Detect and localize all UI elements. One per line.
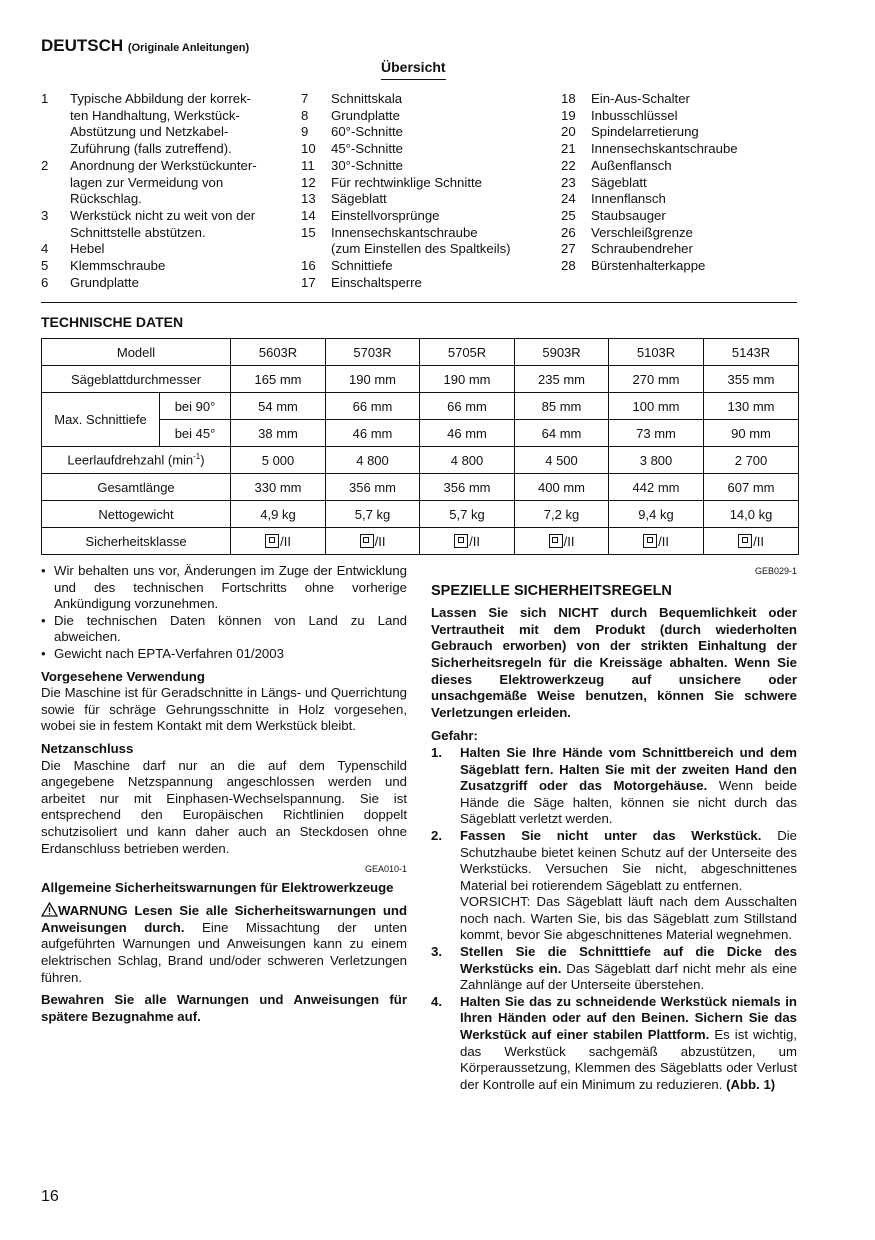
class-value: /II: [280, 533, 291, 549]
divider: [41, 302, 797, 303]
table-cell: 54 mm: [231, 393, 326, 420]
left-column: [41, 563, 407, 1025]
cut90-label: bei 90°: [160, 393, 231, 420]
table-cell: 2 700: [704, 447, 799, 474]
item-bold: Halten Sie Ihre Hände vom Schnittbereich und dem Sägeblatt fern. Halten Sie mit der zweiten Hand den Zusatzgriff oder das Motorgehäuse.: [460, 744, 797, 794]
table-cell: 38 mm: [231, 420, 326, 447]
item-number: 11: [301, 157, 315, 173]
specs-table: [41, 338, 799, 555]
table-cell: 4 800: [326, 447, 420, 474]
item-text: Innensechskantschraube: [591, 141, 738, 157]
table-cell: 4 500: [515, 447, 609, 474]
item-number: 6: [41, 274, 49, 290]
list-item: [301, 258, 551, 275]
code-label: GEA010-1: [364, 864, 407, 875]
list-item: [561, 225, 797, 242]
item-number: 16: [301, 258, 316, 274]
length-label: Gesamtlänge: [42, 474, 231, 501]
item-text: Staubsauger: [591, 207, 666, 223]
item-text: Es ist wichtig, das Werkstück sachgemäß abzustützen, um Körperaussetzung, Klemmen des Sägeblatts oder Verlust der Kontrolle auf ein Minimum zu reduzieren.: [460, 1027, 797, 1092]
table-cell: 46 mm: [420, 420, 515, 447]
item-text: Schnittskala: [331, 91, 403, 106]
language-label: DEUTSCH: [41, 36, 124, 55]
item-number: 4.: [431, 993, 442, 1009]
warning-bold: WARNUNG Lesen Sie alle Sicherheitswarnungen und Anweisungen durch.: [41, 903, 407, 935]
item-bold: Stellen Sie die Schnitttiefe auf die Dicke des Werkstücks ein.: [460, 944, 797, 976]
item-number: 13: [301, 191, 316, 207]
table-cell: 5703R: [326, 339, 420, 366]
table-cell: 85 mm: [515, 393, 609, 420]
table-row: [42, 447, 799, 474]
table-cell: 235 mm: [515, 366, 609, 393]
table-cell: 330 mm: [231, 474, 326, 501]
table-cell: 607 mm: [704, 474, 799, 501]
item-number: 9: [301, 124, 309, 140]
bullet-text: Wir behalten uns vor, Änderungen im Zuge der Entwicklung und des technischen Fortschritts ohne vorherige Ankündigung vorzunehmen.: [54, 563, 407, 612]
table-cell: 3 800: [609, 447, 704, 474]
table-cell: [326, 528, 420, 555]
item-text: Innensechskantschraube (zum Einstellen des Spaltkeils): [331, 224, 511, 257]
table-row: [42, 474, 799, 501]
list-item: [41, 208, 286, 241]
section-language-title: [41, 36, 249, 56]
figure-reference: (Abb. 1): [722, 1076, 776, 1092]
table-cell: [231, 528, 326, 555]
table-cell: 64 mm: [515, 420, 609, 447]
page-number: 16: [41, 1188, 59, 1205]
item-number: 7: [301, 91, 309, 106]
model-label: Modell: [42, 339, 231, 366]
list-item: [561, 175, 797, 192]
table-cell: 5,7 kg: [420, 501, 515, 528]
use-title: Vorgesehene Verwendung: [41, 668, 205, 684]
item-number: 24: [561, 191, 576, 207]
item-number: 22: [561, 157, 576, 173]
list-item: [301, 208, 551, 225]
item-number: 18: [561, 91, 576, 106]
tech-data-title: TECHNISCHE DATEN: [41, 314, 184, 330]
item-text: Das Sägeblatt darf nicht mehr als eine Zahnlänge auf der Unterseite überstehen.: [460, 960, 797, 993]
table-cell: 270 mm: [609, 366, 704, 393]
item-text: Grundplatte: [70, 274, 139, 290]
special-rules-intro: Lassen Sie sich NICHT durch Bequemlichkeit oder Vertrautheit mit dem Produkt (durch wiederholten Gebrauch erworben) von der strikten Einhaltung der Sicherheitsregeln für die Kreissäge abhalten. Wenn Sie dieses Elektrowerkzeug auf unsichere oder unsachgemäße Weise benutzen, können Sie schwere Verletzungen erleiden.: [431, 605, 797, 720]
item-number: 12: [301, 174, 316, 190]
double-insulation-icon: [265, 534, 279, 548]
item-number: 27: [561, 241, 576, 257]
table-cell: 356 mm: [420, 474, 515, 501]
right-column: [431, 563, 797, 1093]
item-number: 1.: [431, 744, 442, 760]
list-item: [431, 944, 797, 994]
list-item: [561, 241, 797, 258]
list-item: [301, 175, 551, 192]
item-body: [460, 745, 797, 828]
table-cell: 90 mm: [704, 420, 799, 447]
item-text: Spindelarretierung: [591, 124, 699, 140]
speed-label: [42, 447, 231, 474]
list-item: [301, 275, 551, 292]
class-value: /II: [563, 533, 575, 549]
cut-depth-label: Max. Schnittiefe: [42, 393, 160, 447]
overview-list-3: [561, 91, 797, 275]
table-cell: [609, 528, 704, 555]
table-cell: 73 mm: [609, 420, 704, 447]
table-cell: 190 mm: [326, 366, 420, 393]
item-text: Klemmschraube: [70, 258, 166, 274]
item-number: 3: [41, 207, 49, 223]
list-item: [41, 613, 407, 646]
table-cell: 5603R: [231, 339, 326, 366]
double-insulation-icon: [643, 534, 657, 548]
table-cell: 9,4 kg: [609, 501, 704, 528]
warning-paragraph: [41, 902, 407, 986]
caution-text: VORSICHT: Das Sägeblatt läuft nach dem Ausschalten noch nach. Warten Sie, bis das Sägeblatt zum Stillstand kommt, bevor Sie abgeschnittenes Material wegnehmen.: [460, 894, 797, 943]
double-insulation-icon: [738, 534, 752, 548]
item-body: [460, 828, 797, 944]
list-item: [301, 191, 551, 208]
item-number: 8: [301, 107, 309, 123]
item-number: 10: [301, 141, 316, 157]
item-number: 28: [561, 258, 576, 274]
double-insulation-icon: [454, 534, 468, 548]
general-warnings-title: Allgemeine Sicherheitswarnungen für Elektrowerkzeuge: [41, 879, 394, 895]
item-number: 23: [561, 174, 576, 190]
blade-label: Sägeblattdurchmesser: [42, 366, 231, 393]
item-number: 17: [301, 274, 316, 290]
table-cell: 356 mm: [326, 474, 420, 501]
list-item: [431, 994, 797, 1094]
list-item: [561, 124, 797, 141]
table-cell: 442 mm: [609, 474, 704, 501]
item-text: Schnittiefe: [331, 258, 393, 274]
item-text: Schraubendreher: [591, 241, 693, 257]
list-item: [561, 141, 797, 158]
list-item: [561, 108, 797, 125]
item-text: Einschaltsperre: [331, 274, 422, 290]
list-item: [561, 191, 797, 208]
code-label: GEB029-1: [754, 566, 797, 576]
table-cell: 5705R: [420, 339, 515, 366]
special-rules-title: SPEZIELLE SICHERHEITSREGELN: [431, 582, 672, 599]
table-cell: 5,7 kg: [326, 501, 420, 528]
item-number: 2.: [431, 827, 442, 843]
language-subtitle: (Originale Anleitungen): [127, 42, 250, 54]
item-text: Innenflansch: [591, 191, 666, 207]
table-cell: 130 mm: [704, 393, 799, 420]
item-number: 19: [561, 107, 576, 123]
item-text: Typische Abbildung der korrek- ten Handhaltung, Werkstück- Abstützung und Netzkabel- Zuführung (falls zutreffend).: [70, 91, 252, 157]
table-cell: 46 mm: [326, 420, 420, 447]
table-cell: 14,0 kg: [704, 501, 799, 528]
item-text: Anordnung der Werkstückunter- lagen zur Vermeidung von Rückschlag.: [70, 157, 257, 207]
class-value: /II: [469, 533, 480, 549]
warning-text: Eine Missachtung der unten aufgeführten Warnungen und Anweisungen kann zu einem elektrischen Schlag, Brand und/oder schweren Verletzungen führen.: [41, 919, 407, 985]
item-number: 21: [561, 141, 576, 157]
item-number: 20: [561, 124, 576, 140]
list-item: [561, 208, 797, 225]
double-insulation-icon: [549, 534, 563, 548]
item-number: 26: [561, 224, 576, 240]
list-item: [431, 828, 797, 944]
item-number: 2: [41, 157, 49, 173]
table-row: [42, 501, 799, 528]
list-item: [41, 563, 407, 613]
bullet-icon: •: [41, 612, 46, 628]
table-cell: 100 mm: [609, 393, 704, 420]
power-title: Netzanschluss: [41, 740, 134, 756]
item-text: Wenn beide Hände die Säge halten, können sie nicht durch das Sägeblatt verletzt werden.: [460, 778, 797, 827]
item-text: Einstellvorsprünge: [331, 207, 440, 223]
table-cell: 190 mm: [420, 366, 515, 393]
table-row: [42, 528, 799, 555]
bullet-text: Gewicht nach EPTA-Verfahren 01/2003: [54, 645, 284, 661]
table-cell: [515, 528, 609, 555]
list-item: [301, 225, 551, 258]
table-row: [42, 366, 799, 393]
item-number: 4: [41, 241, 49, 257]
list-item: [561, 91, 797, 108]
item-number: 3.: [431, 944, 442, 960]
item-text: Für rechtwinklige Schnitte: [331, 174, 482, 190]
item-number: 15: [301, 224, 316, 240]
danger-label: Gefahr:: [431, 728, 478, 744]
list-item: [301, 108, 551, 125]
item-number: 25: [561, 207, 576, 223]
table-cell: 165 mm: [231, 366, 326, 393]
item-text: Hebel: [70, 241, 105, 257]
list-item: [301, 158, 551, 175]
table-cell: [420, 528, 515, 555]
list-item: [301, 91, 551, 108]
table-row: [42, 339, 799, 366]
class-label: Sicherheitsklasse: [42, 528, 231, 555]
item-text: Ein-Aus-Schalter: [591, 91, 690, 106]
table-cell: 7,2 kg: [515, 501, 609, 528]
class-value: /II: [658, 533, 669, 549]
item-text: Grundplatte: [331, 107, 400, 123]
item-body: [460, 944, 797, 994]
item-bold: Halten Sie das zu schneidende Werkstück niemals in Ihren Händen oder auf den Beinen. Sichern Sie das Werkstück auf einer stabilen Plattform.: [460, 993, 797, 1043]
table-row: [42, 393, 799, 420]
warning-icon: [41, 902, 58, 917]
cut45-label: bei 45°: [160, 420, 231, 447]
weight-label: Nettogewicht: [42, 501, 231, 528]
table-cell: 4,9 kg: [231, 501, 326, 528]
list-item: [41, 646, 407, 663]
table-cell: 5903R: [515, 339, 609, 366]
table-cell: 5143R: [704, 339, 799, 366]
overview-list-2: [301, 91, 551, 291]
item-text: Bürstenhalterkappe: [591, 258, 706, 274]
list-item: [41, 91, 286, 158]
item-text: Verschleißgrenze: [591, 224, 693, 240]
bullet-text: Die technischen Daten können von Land zu Land abweichen.: [54, 612, 407, 645]
speed-label-close: ): [200, 452, 205, 468]
item-number: 14: [301, 207, 316, 223]
double-insulation-icon: [360, 534, 374, 548]
overview-title: Übersicht: [381, 59, 446, 80]
speed-label-text: Leerlaufdrehzahl (min: [67, 452, 194, 468]
list-item: [41, 241, 286, 258]
list-item: [561, 158, 797, 175]
table-cell: 5103R: [609, 339, 704, 366]
table-cell: 66 mm: [326, 393, 420, 420]
table-cell: 4 800: [420, 447, 515, 474]
table-cell: 5 000: [231, 447, 326, 474]
speed-label-sup: -1: [193, 452, 201, 462]
table-cell: 400 mm: [515, 474, 609, 501]
table-cell: [704, 528, 799, 555]
list-item: [301, 141, 551, 158]
bullet-icon: •: [41, 645, 46, 661]
item-text: Sägeblatt: [331, 191, 387, 207]
item-text: 45°-Schnitte: [331, 141, 403, 157]
table-cell: 66 mm: [420, 393, 515, 420]
item-text: 60°-Schnitte: [331, 124, 403, 140]
item-text: Werkstück nicht zu weit von der Schnittstelle abstützen.: [70, 207, 256, 240]
item-text: Die Schutzhaube bietet keinen Schutz auf der Unterseite des Werkstücks. Versuchen Sie nicht, abgeschnittenes Material bei rotierendem Sägeblatt zu entfernen.: [460, 827, 797, 893]
item-text: Sägeblatt: [591, 174, 647, 190]
list-item: [431, 745, 797, 828]
power-text: Die Maschine darf nur an die auf dem Typenschild angegebene Netzspannung angeschlossen werden und arbeitet nur mit Einphasen-Wechselspannung. Sie ist entsprechend den Europäischen Richtlinien doppelt schutzisoliert und kann daher auch an Steckdosen ohne Erdanschluss betrieben werden.: [41, 757, 407, 856]
list-item: [41, 258, 286, 275]
table-cell: 355 mm: [704, 366, 799, 393]
keep-instructions: Bewahren Sie alle Warnungen und Anweisungen für spätere Bezugnahme auf.: [41, 992, 407, 1024]
list-item: [561, 258, 797, 275]
list-item: [41, 275, 286, 292]
item-text: Außenflansch: [591, 157, 672, 173]
use-text: Die Maschine ist für Geradschnitte in Längs- und Querrichtung sowie für schräge Gehrungsschnitte in Holz vorgesehen, wobei sie in festem Kontakt mit dem Werkstück bleibt.: [41, 685, 407, 734]
item-text: Inbusschlüssel: [591, 107, 678, 123]
bullet-icon: •: [41, 563, 46, 578]
item-text: 30°-Schnitte: [331, 157, 403, 173]
list-item: [41, 158, 286, 208]
class-value: /II: [753, 533, 764, 549]
item-bold: Fassen Sie nicht unter das Werkstück.: [460, 827, 762, 843]
item-number: 1: [41, 91, 49, 106]
class-value: /II: [374, 533, 386, 549]
item-number: 5: [41, 258, 49, 274]
item-body: [460, 994, 797, 1094]
list-item: [301, 124, 551, 141]
overview-list-1: [41, 91, 286, 291]
